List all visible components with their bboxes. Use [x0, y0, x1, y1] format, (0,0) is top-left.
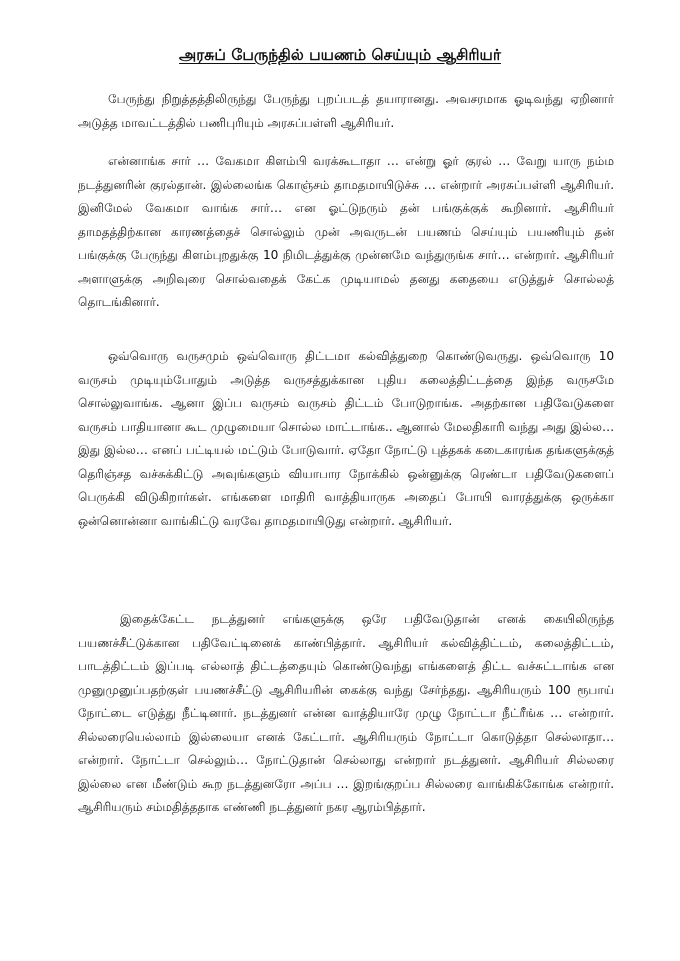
paragraph-1: பேருந்து நிறுத்தத்திலிருந்து பேருந்து புறப்படத் தயாரானது. அவசரமாக ஓடிவந்து ஏறினார் அடுத்த மாவட்டத்தில் பணிபுரியும் அரசுப்பள்ளி ஆசிரியர். — [78, 92, 614, 130]
page-title: அரசுப் பேருந்தில் பயணம் செய்யும் ஆசிரியர் — [179, 46, 501, 64]
paragraph-4: இதைக்கேட்ட நடத்துனர் எங்களுக்கு ஒரே பதிவேடுதான் எனக் கையிலிருந்த பயணச்சீட்டுக்கான பதிவேட்டினைக் காண்பித்தார். ஆசிரியர் கல்வித்திட்டம், கலைத்திட்டம், பாடத்திட்டம் இப்படி எல்லாத் திட்டத்தையும் கொண்டுவந்து எங்களைத் திட்ட வச்சுட்டாங்க என முனுமுனுப்பதற்குள் பயணச்சீட்டு ஆசிரியரின் கைக்கு வந்து சேர்ந்தது. ஆசிரியரும் 100 ரூபாய் நோட்டை எடுத்து நீட்டினார். நடத்துனர் என்ன வாத்தியாரே முழு நோட்டா நீட்ரீங்க … என்றார். சில்லரையெல்லாம் இல்லையா எனக் கேட்டார். ஆசிரியரும் நோட்டா கொடுத்தா செல்லாதா… என்றார். நோட்டா செல்லும்… நோட்டுதான் செல்லாது என்றார் நடத்துனர். ஆசிரியர் சில்லரை இல்லை என மீண்டும் கூற நடத்துனரோ அப்ப … இறங்குறப்ப சில்லரை வாங்கிக்கோங்க என்றார். ஆசிரியரும் சம்மதித்ததாக எண்ணி நடத்துனர் நகர ஆரம்பித்தார். — [78, 612, 614, 814]
paragraph-2: என்னாங்க சார் … வேகமா கிளம்பி வரக்கூடாதா … என்று ஓர் குரல் … வேறு யாரு நம்ம நடத்துனரின் குரல்தான். இல்லைங்க கொஞ்சம் தாமதமாயிடுச்சு … என்றார் அரசுப்பள்ளி ஆசிரியர். இனிமேல் வேகமா வாங்க சார்… என ஓட்டுநரும் தன் பங்குக்குக் கூறினார். ஆசிரியர் தாமதத்திற்கான காரணத்தைச் சொல்லும் முன் அவருடன் பயணம் செய்யும் பயணியும் தன் பங்குக்கு பேருந்து கிளம்புறதுக்கு 10 நிமிடத்துக்கு முன்னமே வந்துருங்க சார்… என்றார். ஆசிரியர் அளாளுக்கு அறிவுரை சொல்வதைக் கேட்க முடியாமல் தனது கதையை எடுத்துச் சொல்லத் தொடங்கினார். — [78, 154, 614, 309]
paragraph-3: ஒவ்வொரு வருசமும் ஒவ்வொரு திட்டமா கல்வித்துறை கொண்டுவருது. ஒவ்வொரு 10 வருசம் முடியும்போதும் அடுத்த வருசத்துக்கான புதிய கலைத்திட்டத்தை இந்த வருசமே சொல்லுவாங்க. ஆனா இப்ப வருசம் வருசம் திட்டம் போடுறாங்க. அதற்கான பதிவேடுகளை வருசம் பாதியானா கூட முழுமையா சொல்ல மாட்டாங்க.. ஆனால் மேலதிகாரி வந்து அது இல்ல… இது இல்ல… எனப் பட்டியல் மட்டும் போடுவார். ஏதோ நோட்டு புத்தகக் கடைகாரங்க தங்களுக்குத் தெரிஞ்சத வச்சுக்கிட்டு அவுங்களும் வியாபார நோக்கில் ஒன்னுக்கு ரெண்டா பதிவேடுகளைப் பெருக்கி விடுகிறார்கள். எங்களை மாதிரி வாத்தியாருக அதைப் போயி வாரத்துக்கு ஒருக்கா ஒன்னொன்னா வாங்கிட்டு வரவே தாமதமாயிடுது என்றார். ஆசிரியர். — [78, 349, 614, 528]
